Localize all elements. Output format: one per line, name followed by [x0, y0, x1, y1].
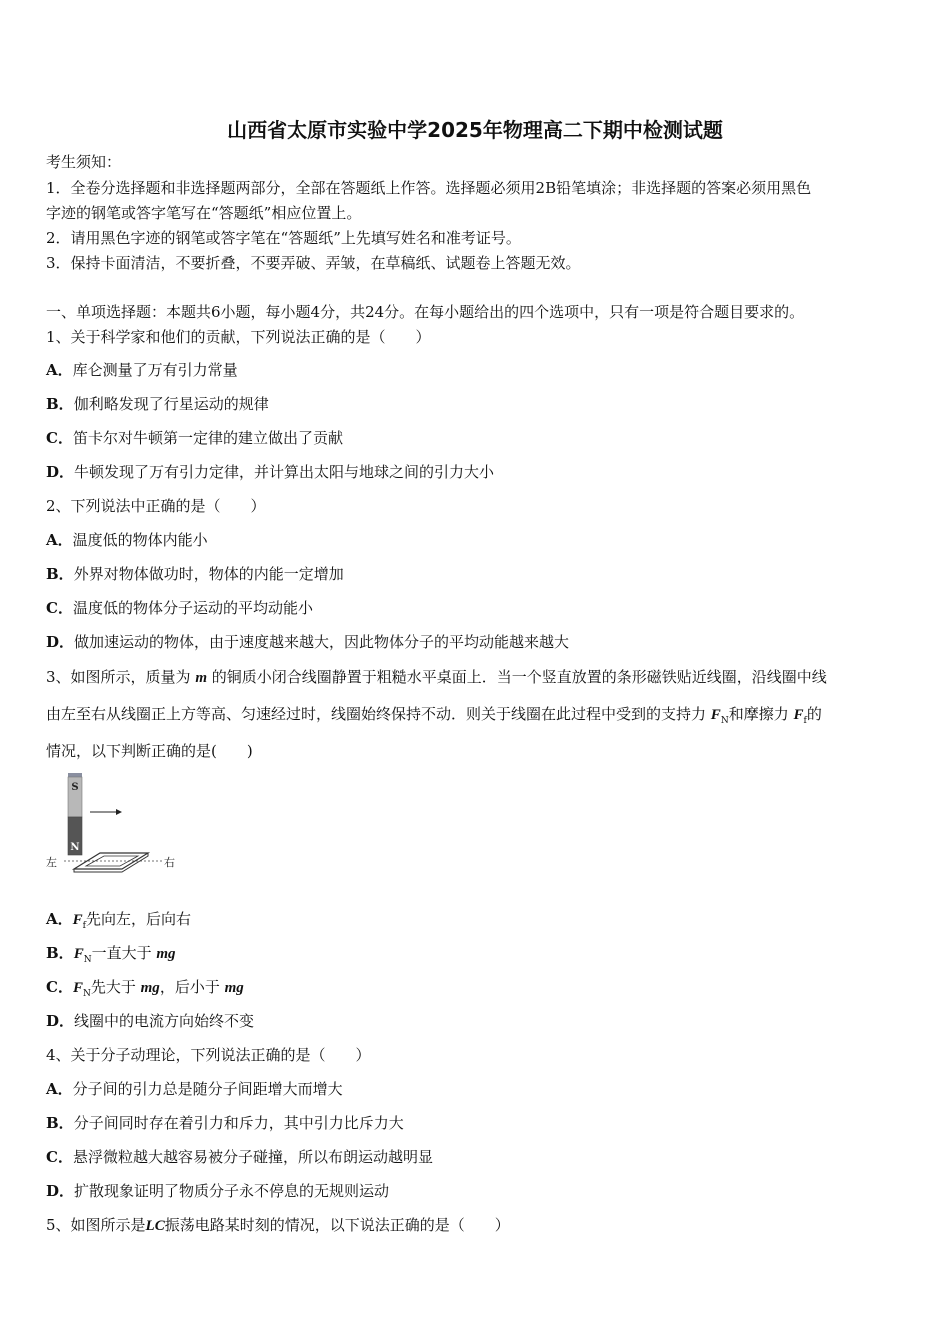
option: A．库仑测量了万有引力常量 — [46, 361, 238, 379]
option: C．温度低的物体分子运动的平均动能小 — [46, 599, 313, 617]
question-2-stem: 2、下列说法中正确的是（ ） — [46, 497, 266, 515]
question-3-stem-line2: 由左至右从线圈正上方等高、匀速经过时，线圈始终保持不动．则关于线圈在此过程中受到的支持力 $F_N$和摩擦力 $F_f$的 — [46, 705, 822, 726]
option: D．扩散现象证明了物质分子永不停息的无规则运动 — [46, 1182, 390, 1200]
svg-text:N: N — [70, 842, 80, 853]
option: A．分子间的引力总是随分子间距增大而增大 — [46, 1080, 343, 1098]
page-title: 山西省太原市实验中学2025年物理高二下期中检测试题 — [227, 118, 723, 142]
notice-line: 字迹的钢笔或答字笔写在“答题纸”相应位置上。 — [46, 204, 362, 222]
notice-line: 1．全卷分选择题和非选择题两部分，全部在答题纸上作答。选择题必须用2B铅笔填涂；非选择题的答案必须用黑色 — [46, 179, 812, 197]
option: C．笛卡尔对牛顿第一定律的建立做出了贡献 — [46, 429, 343, 447]
option: B．分子间同时存在着引力和斥力，其中引力比斥力大 — [46, 1114, 404, 1132]
notice-line: 3．保持卡面清洁，不要折叠，不要弄破、弄皱，在草稿纸、试题卷上答题无效。 — [46, 254, 581, 272]
option: A．温度低的物体内能小 — [46, 531, 208, 549]
question-1-stem: 1、关于科学家和他们的贡献，下列说法正确的是（ ） — [46, 328, 431, 346]
option: A．$F_f$先向左，后向右 — [46, 910, 192, 931]
option: D．线圈中的电流方向始终不变 — [46, 1012, 255, 1030]
option: C．悬浮微粒越大越容易被分子碰撞，所以布朗运动越明显 — [46, 1148, 433, 1166]
question-5-stem: 5、如图所示是LC振荡电路某时刻的情况，以下说法正确的是（ ） — [46, 1216, 510, 1234]
question-3-stem-line1: 3、如图所示，质量为 m 的铜质小闭合线圈静置于粗糙水平桌面上．当一个竖直放置的条形磁铁贴近线圈，沿线圈中线 — [46, 668, 827, 686]
option: D．牛顿发现了万有引力定律，并计算出太阳与地球之间的引力大小 — [46, 463, 495, 481]
magnet-coil-figure — [44, 765, 184, 877]
section-heading: 一、单项选择题：本题共6小题，每小题4分，共24分。在每小题给出的四个选项中，只有一项是符合题目要求的。 — [46, 303, 805, 321]
svg-text:左: 左 — [46, 856, 57, 869]
notice-heading: 考生须知： — [46, 153, 122, 171]
svg-text:S: S — [71, 782, 79, 793]
option: D．做加速运动的物体，由于速度越来越大，因此物体分子的平均动能越来越大 — [46, 633, 570, 651]
question-3-stem-line3: 情况，以下判断正确的是( ) — [46, 742, 253, 760]
option: C．$F_N$先大于 mg，后小于 mg — [46, 978, 244, 999]
question-4-stem: 4、关于分子动理论，下列说法正确的是（ ） — [46, 1046, 371, 1064]
notice-line: 2．请用黑色字迹的钢笔或答字笔在“答题纸”上先填写姓名和准考证号。 — [46, 229, 521, 247]
option: B．伽利略发现了行星运动的规律 — [46, 395, 269, 413]
option: B．外界对物体做功时，物体的内能一定增加 — [46, 565, 344, 583]
option: B．$F_N$一直大于 mg — [46, 944, 176, 965]
svg-text:右: 右 — [164, 856, 175, 869]
